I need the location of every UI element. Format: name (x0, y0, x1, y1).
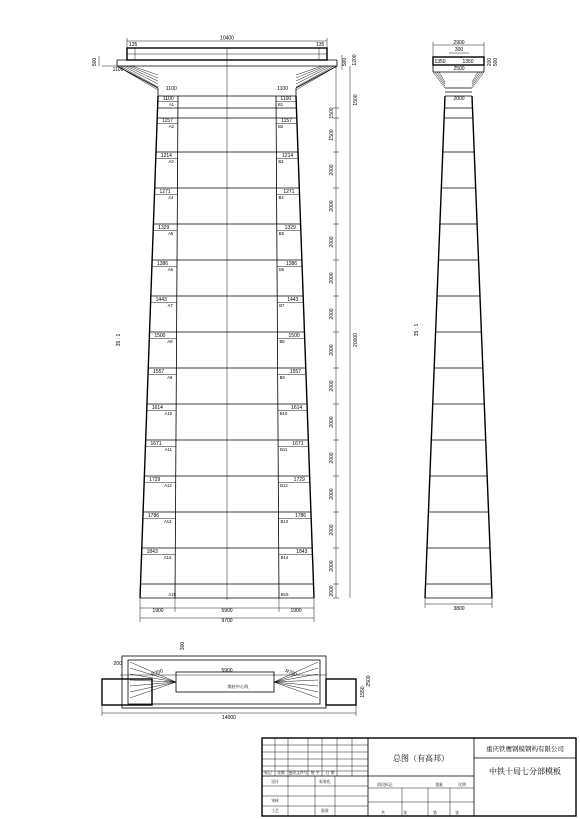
segment-label-left: A3 (168, 159, 174, 164)
segment-width-right: 1100 (280, 96, 292, 102)
segment-width-right: 1500 (288, 333, 300, 339)
side-bracket-line (472, 72, 484, 88)
top-small-left: 135 (129, 42, 138, 48)
plan-fan-line (274, 682, 318, 692)
label-weight: 重量 (435, 782, 443, 787)
segment-width-left: 1843 (146, 549, 158, 555)
segment-label-right: B13 (280, 519, 288, 524)
segment-width-left: 1557 (153, 369, 165, 375)
plan-fan-line (274, 682, 318, 698)
segment-label-left: A5 (168, 231, 174, 236)
side-sub-b: 1350 (462, 59, 474, 65)
side-right-dim-a: 200 (487, 57, 493, 67)
segment-label-left: A10 (164, 411, 173, 416)
segment-width-left: 1786 (147, 513, 160, 519)
segment-label-right: B9 (279, 375, 285, 380)
segment-width-left: 1157 (162, 118, 173, 124)
plan-total-width: 14000 (222, 715, 236, 721)
bottom-width-right: 1900 (290, 608, 302, 614)
segment-width-right: 1786 (294, 513, 307, 519)
side-bracket-line (433, 72, 445, 88)
plan-corner-right: R700 (284, 668, 298, 678)
segment-width-right: 1557 (289, 369, 301, 375)
side-bracket-line (472, 72, 480, 84)
segment-height-label: 1500 (353, 94, 359, 106)
segment-label-left: A1 (168, 102, 174, 107)
side-bracket-line (439, 72, 445, 82)
segment-label-right: B14 (280, 555, 289, 560)
plan-inner-outer (128, 660, 320, 704)
drawing-title: 总图（有高邦） (393, 754, 449, 763)
side-sub-top: 300 (454, 47, 464, 53)
plan-left-block (102, 679, 152, 705)
plan-top-dim: 300 (180, 641, 186, 651)
side-bottom-width: 3800 (453, 606, 465, 612)
segment-width-left: 1100 (162, 96, 174, 102)
segment-width-left: 1386 (156, 261, 169, 267)
slope-ratio-side: 35 : 1 (414, 323, 420, 337)
side-top-width: 2900 (453, 40, 465, 46)
segment-height-label: 2000 (329, 308, 335, 320)
segment-label-left: A6 (167, 267, 173, 272)
label-sheet-unit: 张 (455, 810, 459, 815)
row-count: 处数 (277, 770, 285, 775)
segment-label-left: A9 (167, 375, 173, 380)
segment-label-right: B5 (278, 231, 284, 236)
segment-label-left: A2 (168, 124, 174, 129)
segment-label-right: B6 (279, 267, 285, 272)
segment-height-label: 2000 (329, 164, 335, 176)
segment-height-label: 2000 (329, 452, 335, 464)
plan-corner-left: R700 (150, 668, 164, 678)
segment-label-right: B15 (281, 592, 289, 597)
cap-left-height: 500 (92, 57, 98, 67)
segment-height-label: 1500 (329, 129, 335, 141)
cap-right-small: 500 (342, 57, 348, 67)
segment-height-label: 2000 (329, 380, 335, 392)
segment-label-left: A7 (167, 303, 173, 308)
label-scale: 比例 (458, 782, 466, 787)
label-sheet-total: 共 (381, 810, 385, 815)
segment-width-left: 1443 (155, 297, 167, 303)
plan-right-dim-b: 2500 (366, 675, 372, 687)
cap-left-offset: 1100 (112, 67, 124, 73)
plan-center-label: 墩柱中心线 (227, 684, 249, 689)
bottom-total-width: 9700 (221, 618, 233, 624)
side-bracket-line (437, 72, 445, 84)
side-right-dim-b: 500 (493, 57, 499, 67)
bracket-fan-line (296, 66, 331, 84)
label-review: 审核 (271, 798, 279, 803)
row-mark: 标记 (264, 770, 272, 775)
plan-left-dim: 200 (113, 661, 122, 667)
segment-height-label: 2000 (329, 344, 335, 356)
plan-fan-line (274, 682, 318, 686)
segment-width-left: 1729 (149, 477, 161, 483)
row-sign: 签 字 (310, 770, 320, 775)
bracket-fan-line (129, 66, 158, 78)
company-name: 重庆铁鹰钢模钢构有限公司 (486, 745, 564, 753)
segment-label-right: B7 (279, 303, 285, 308)
label-process: 工艺 (271, 808, 279, 813)
segment-height-label: 2000 (329, 488, 335, 500)
pier-inner-right (276, 96, 279, 598)
plan-right-block (326, 679, 356, 705)
segment-width-right: 1614 (291, 405, 303, 411)
segment-width-left: 1329 (158, 225, 170, 231)
segment-width-right: 1729 (293, 477, 305, 483)
segment-height-label: 2000 (329, 524, 335, 536)
bracket-fan-line (296, 66, 325, 78)
label-design: 设计 (271, 779, 279, 784)
label-sheet: 张 (403, 810, 407, 815)
top-small-right: 135 (316, 42, 325, 48)
row-date: 日 期 (325, 770, 335, 775)
segment-width-left: 1614 (151, 405, 163, 411)
bottom-width-left: 1900 (152, 608, 164, 614)
segment-width-right: 1843 (296, 549, 308, 555)
small-label-right: 1100 (277, 86, 288, 92)
segment-width-left: 1671 (150, 441, 162, 447)
segment-label-right: B12 (280, 483, 288, 488)
total-height-label: 20000 (353, 333, 359, 347)
segment-label-right: B11 (280, 447, 288, 452)
segment-label-right: B3 (278, 159, 284, 164)
segment-width-right: 1214 (282, 153, 294, 159)
label-approve: 批准 (321, 808, 329, 813)
segment-label-left: A15 (168, 592, 176, 597)
segment-label-left: A11 (164, 447, 172, 452)
bottom-width-middle: 5900 (221, 608, 233, 614)
segment-width-right: 1329 (284, 225, 296, 231)
segment-label-right: B8 (279, 339, 285, 344)
segment-width-right: 1271 (283, 189, 295, 195)
segment-label-left: A4 (168, 195, 174, 200)
bracket-fan-line (296, 66, 334, 87)
plan-fan-line (130, 682, 176, 686)
segment-height-label: 2000 (329, 200, 335, 212)
small-label-left: 1100 (166, 86, 177, 92)
plan-fan-line (130, 682, 176, 698)
segment-label-right: B1 (278, 102, 284, 107)
segment-width-left: 1214 (160, 153, 172, 159)
segment-width-right: 1157 (281, 118, 292, 124)
segment-label-left: A13 (164, 519, 172, 524)
segment-width-right: 1386 (285, 261, 298, 267)
top-width-label: 10400 (220, 35, 234, 42)
side-neck-width: 2000 (453, 96, 465, 102)
side-sub-c: 2500 (453, 66, 465, 72)
side-bracket-line (472, 72, 478, 82)
slope-ratio-front: 35 : 1 (116, 333, 122, 347)
cap-right-height: 1200 (352, 54, 358, 66)
plan-fan-line (130, 682, 176, 692)
bracket-fan-line (120, 66, 158, 87)
segment-label-right: B10 (279, 411, 288, 416)
segment-height-label: 2000 (329, 272, 335, 284)
segment-width-right: 1671 (292, 441, 304, 447)
pier-inner-left (175, 96, 178, 598)
segment-label-right: B2 (278, 124, 284, 129)
side-outer-right (472, 96, 492, 598)
segment-width-right: 1443 (287, 297, 299, 303)
row-change-doc: 更改文件号 (288, 770, 308, 775)
side-sub-a: 1350 (434, 59, 446, 65)
side-outer-left (425, 96, 445, 598)
segment-height-label: 2000 (329, 416, 335, 428)
segment-height-label: 2000 (329, 236, 335, 248)
segment-label-right: B4 (278, 195, 284, 200)
segment-height-label: 2000 (329, 560, 335, 572)
segment-label-left: A12 (164, 483, 172, 488)
segment-width-left: 1271 (159, 189, 171, 195)
plan-right-dim-a: 1550 (360, 686, 366, 698)
segment-width-left: 1500 (154, 333, 166, 339)
label-standardize: 标准化 (319, 779, 331, 784)
segment-label-left: A8 (167, 339, 173, 344)
bracket-fan-line (123, 66, 158, 84)
segment-height-label: 1500 (329, 107, 335, 119)
label-stage: 阶段标记 (377, 782, 393, 787)
segment-label-left: A14 (163, 555, 172, 560)
client-name: 中铁十局七分部模板 (489, 767, 561, 776)
plan-inner-width: 5900 (221, 668, 233, 674)
label-sheet-no: 第 (433, 810, 437, 815)
segment-height-label: 2000 (329, 585, 335, 597)
